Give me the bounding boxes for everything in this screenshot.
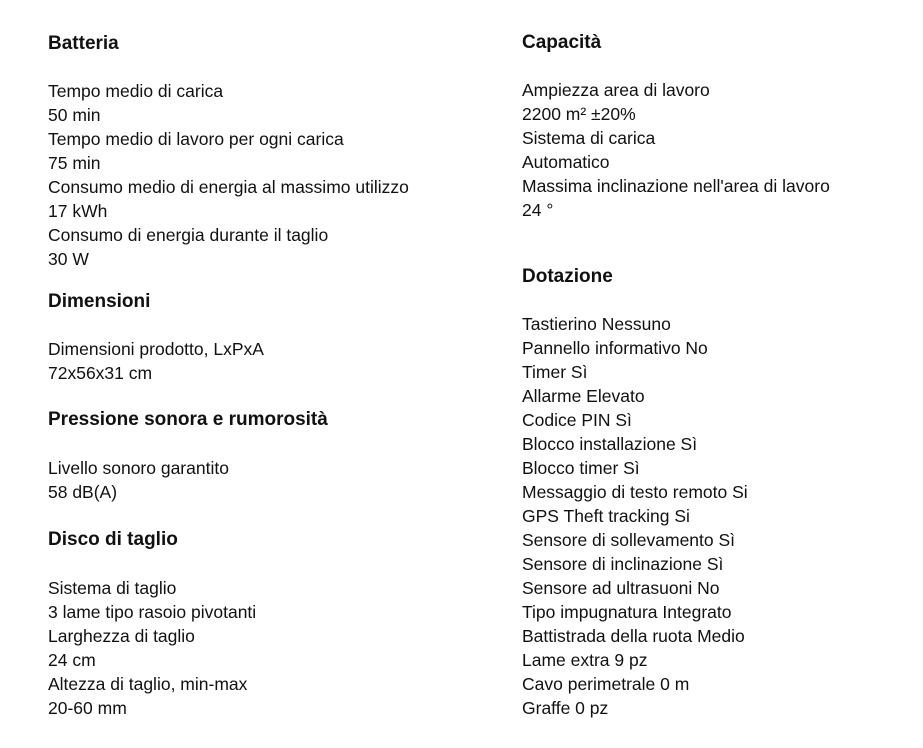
spec-line: Timer Sì <box>522 362 588 382</box>
spec-line: Battistrada della ruota Medio <box>522 626 745 646</box>
spec-value: 30 W <box>48 249 89 269</box>
spec-line: Pannello informativo No <box>522 338 708 358</box>
spec-line: Messaggio di testo remoto Si <box>522 482 748 502</box>
spec-line: Dimensioni prodotto, LxPxA <box>48 339 264 359</box>
section-title: Dimensioni <box>48 291 151 312</box>
spec-line: Allarme Elevato <box>522 386 645 406</box>
spec-line: Cavo perimetrale 0 m <box>522 674 690 694</box>
spec-line: Sistema di taglio <box>48 578 177 598</box>
section-dimensioni <box>48 290 264 385</box>
spec-line: Ampiezza area di lavoro <box>522 80 710 100</box>
section-batteria <box>48 32 409 271</box>
spec-value: 72x56x31 cm <box>48 363 153 383</box>
spec-line: Graffe 0 pz <box>522 698 609 718</box>
spec-line: Tempo medio di carica <box>48 81 224 101</box>
spec-lines <box>522 78 830 222</box>
section-dotazione <box>522 265 748 720</box>
section-title: Capacità <box>522 32 602 53</box>
spec-line: Sensore di sollevamento Sì <box>522 530 736 550</box>
spec-line: Tastierino Nessuno <box>522 314 671 334</box>
spec-line: Massima inclinazione nell'area di lavoro <box>522 176 830 196</box>
spec-line: GPS Theft tracking Si <box>522 506 690 526</box>
spec-value: 75 min <box>48 153 101 173</box>
spec-line: Altezza di taglio, min-max <box>48 674 248 694</box>
spec-line: Consumo di energia durante il taglio <box>48 225 329 245</box>
spec-line: Tempo medio di lavoro per ogni carica <box>48 129 344 149</box>
spec-value: 50 min <box>48 105 101 125</box>
section-capacita <box>522 31 830 222</box>
spec-lines <box>48 337 264 385</box>
spec-value: 2200 m² ±20% <box>522 104 636 124</box>
spec-lines <box>48 456 328 504</box>
spec-value: 3 lame tipo rasoio pivotanti <box>48 602 257 622</box>
spec-line: Blocco installazione Sì <box>522 434 698 454</box>
spec-line: Tipo impugnatura Integrato <box>522 602 732 622</box>
spec-line: Lame extra 9 pz <box>522 650 648 670</box>
spec-line: Larghezza di taglio <box>48 626 195 646</box>
spec-lines <box>48 79 409 271</box>
section-pressione-sonora <box>48 408 328 504</box>
spec-line: Consumo medio di energia al massimo utilizzo <box>48 177 409 197</box>
spec-lines <box>522 312 748 720</box>
section-title: Pressione sonora e rumorosità <box>48 409 328 430</box>
spec-line: Livello sonoro garantito <box>48 458 229 478</box>
spec-line: Sensore di inclinazione Sì <box>522 554 724 574</box>
spec-value: 20-60 mm <box>48 698 127 718</box>
section-title: Dotazione <box>522 266 613 287</box>
spec-line: Blocco timer Sì <box>522 458 640 478</box>
spec-line: Sistema di carica <box>522 128 656 148</box>
spec-value: 58 dB(A) <box>48 482 118 502</box>
spec-value: 24 ° <box>522 200 554 220</box>
spec-line: Sensore ad ultrasuoni No <box>522 578 720 598</box>
spec-value: 17 kWh <box>48 201 108 221</box>
section-title: Batteria <box>48 33 119 54</box>
spec-value: Automatico <box>522 152 610 172</box>
spec-value: 24 cm <box>48 650 96 670</box>
spec-lines <box>48 576 256 720</box>
spec-line: Codice PIN Sì <box>522 410 632 430</box>
section-title: Disco di taglio <box>48 529 178 550</box>
section-disco-di-taglio <box>48 528 256 720</box>
